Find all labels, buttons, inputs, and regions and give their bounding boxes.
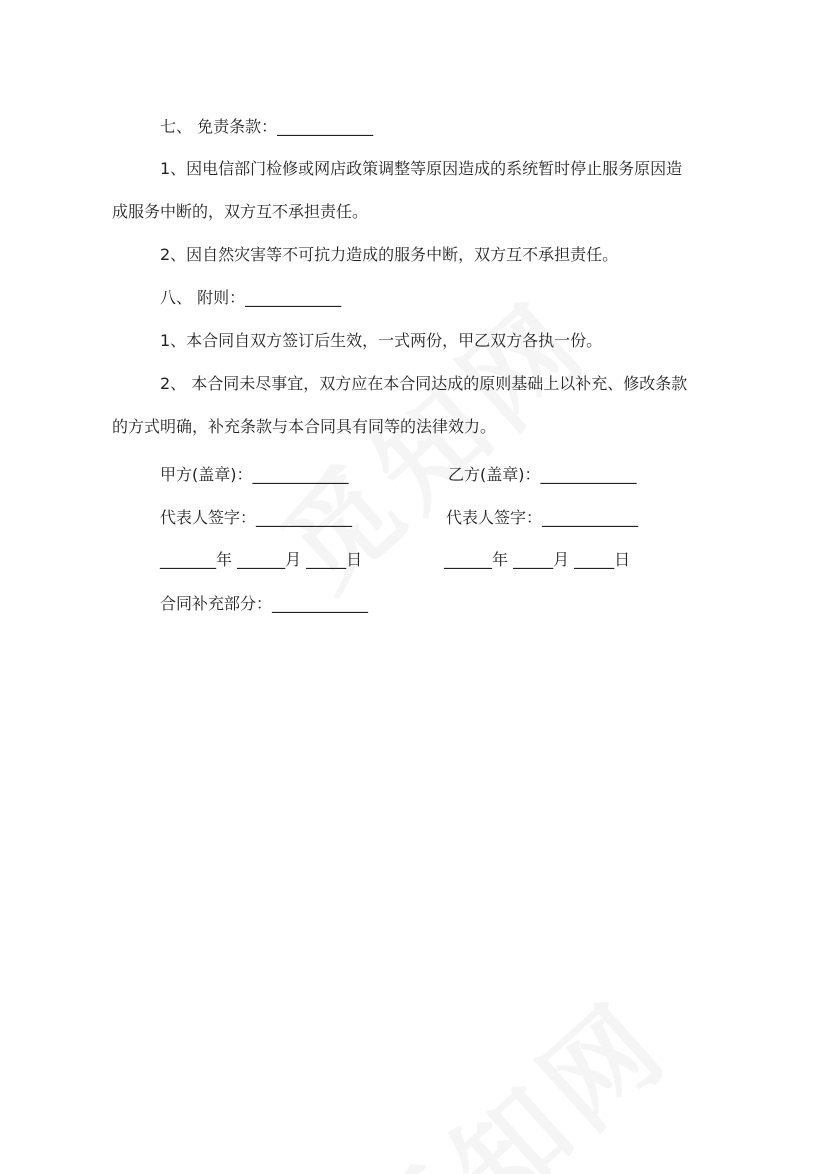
party-b-seal: 乙方(盖章)：____________	[448, 465, 637, 484]
disclaimer-clause-2: 2、因自然灾害等不可抗力造成的服务中断，双方互不承担责任。	[160, 245, 619, 264]
appendix-clause-2: 2、 本合同未尽事宜，双方应在本合同达成的原则基础上以补充、修改条款	[160, 374, 688, 393]
appendix-clause-1: 1、本合同自双方签订后生效，一式两份，甲乙双方各执一份。	[160, 331, 603, 350]
party-a-representative: 代表人签字：____________	[160, 508, 353, 527]
party-b-date: ______年 _____月 _____日	[444, 550, 631, 569]
supplement-section: 合同补充部分：____________	[160, 594, 369, 613]
appendix-heading: 八、 附则：____________	[160, 288, 342, 307]
party-a-date: _______年 ______月 _____日	[160, 550, 363, 569]
watermark	[323, 960, 696, 1174]
disclaimer-clause-1: 1、因电信部门检修或网店政策调整等原因造成的系统暂时停止服务原因造	[160, 159, 683, 178]
party-b-representative: 代表人签字：____________	[446, 508, 639, 527]
appendix-clause-2-cont: 的方式明确，补充条款与本合同具有同等的法律效力。	[112, 417, 497, 436]
party-a-seal: 甲方(盖章)：____________	[160, 465, 349, 484]
disclaimer-clause-1-cont: 成服务中断的，双方互不承担责任。	[112, 202, 369, 221]
disclaimer-heading: 七、 免责条款：____________	[160, 117, 374, 136]
